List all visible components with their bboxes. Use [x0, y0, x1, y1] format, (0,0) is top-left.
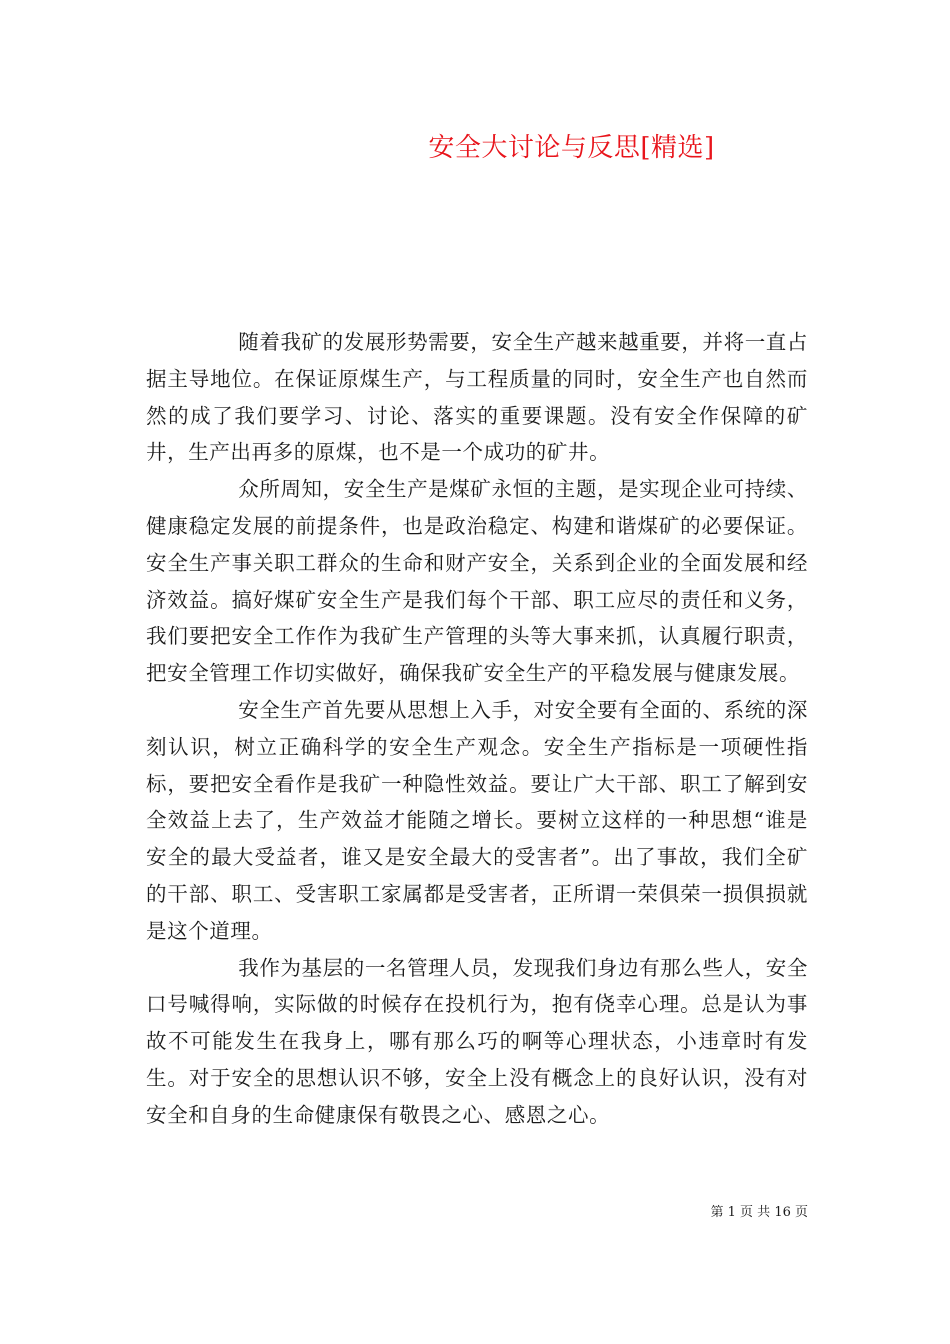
paragraph-1: 随着我矿的发展形势需要，安全生产越来越重要，并将一直占据主导地位。在保证原煤生产，与工程质量的同时，安全生产也自然而然的成了我们要学习、讨论、落实的重要课题。没有安全作保障的矿井，生产出再多的原煤，也不是一个成功的矿井。 — [146, 330, 808, 465]
paragraph-2: 众所周知，安全生产是煤矿永恒的主题，是实现企业可持续、健康稳定发展的前提条件，也是政治稳定、构建和谐煤矿的必要保证。安全生产事关职工群众的生命和财产安全，关系到企业的全面发展和经济效益。搞好煤矿安全生产是我们每个干部、职工应尽的责任和义务，我们要把安全工作作为我矿生产管理的头等大事来抓，认真履行职责，把安全管理工作切实做好，确保我矿安全生产的平稳发展与健康发展。 — [146, 477, 808, 686]
paragraph-4: 我作为基层的一名管理人员，发现我们身边有那么些人，安全口号喊得响，实际做的时候存在投机行为，抱有侥幸心理。总是认为事故不可能发生在我身上，哪有那么巧的啊等心理状态，小违章时有发生。对于安全的思想认识不够，安全上没有概念上的良好认识，没有对安全和自身的生命健康保有敬畏之心、感恩之心。 — [146, 955, 808, 1127]
page-number: 第 1 页 共 16 页 — [710, 1205, 808, 1220]
document-title: 安全大讨论与反思[精选] — [428, 133, 715, 163]
document-body — [146, 324, 808, 1134]
paragraph-3: 安全生产首先要从思想上入手，对安全要有全面的、系统的深刻认识，树立正确科学的安全生产观念。安全生产指标是一项硬性指标，要把安全看作是我矿一种隐性效益。要让广大干部、职工了解到安全效益上去了，生产效益才能随之增长。要树立这样的一种思想“谁是安全的最大受益者，谁又是安全最大的受害者”。出了事故，我们全矿的干部、职工、受害职工家属都是受害者，正所谓一荣俱荣一损俱损就是这个道理。 — [146, 697, 808, 943]
